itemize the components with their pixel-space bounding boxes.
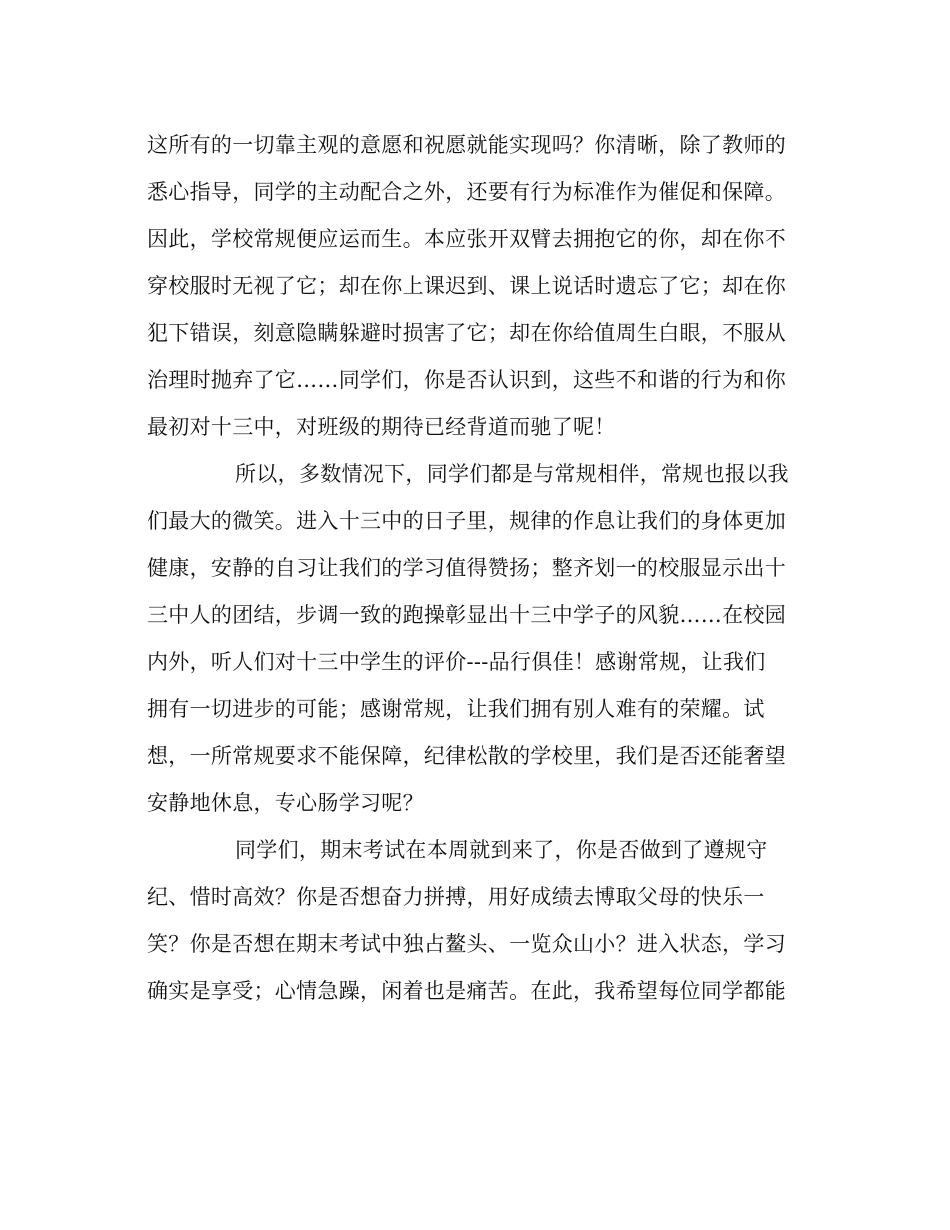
- paragraph-3: [147, 827, 807, 1015]
- text-line: 所以，多数情况下，同学们都是与常规相伴，常规也报以我: [235, 462, 789, 486]
- text-line: 因此，学校常规便应运而生。本应张开双臂去拥抱它的你，却在你不: [147, 227, 786, 251]
- text-line: 想，一所常规要求不能保障，纪律松散的学校里，我们是否还能奢望: [147, 744, 786, 768]
- text-line: 同学们，期末考试在本周就到来了，你是否做到了遵规守: [235, 838, 768, 862]
- text-line: 拥有一切进步的可能；感谢常规，让我们拥有别人难有的荣耀。试: [147, 697, 765, 721]
- text-line: 们最大的微笑。进入十三中的日子里，规律的作息让我们的身体更加: [147, 509, 786, 533]
- text-line: 这所有的一切靠主观的意愿和祝愿就能实现吗？你清晰，除了教师的: [147, 133, 786, 157]
- document-body: [147, 122, 807, 1015]
- text-line: 确实是享受；心情急躁，闲着也是痛苦。在此，我希望每位同学都能: [147, 979, 786, 1003]
- text-line: 犯下错误，刻意隐瞒躲避时损害了它；却在你给值周生白眼，不服从: [147, 321, 786, 345]
- text-line: 三中人的团结，步调一致的跑操彰显出十三中学子的风貌……在校园: [147, 603, 786, 627]
- paragraph-2: [147, 451, 807, 827]
- text-line: 健康，安静的自习让我们的学习值得赞扬；整齐划一的校服显示出十: [147, 556, 786, 580]
- text-line: 纪、惜时高效？你是否想奋力拼搏，用好成绩去博取父母的快乐一: [147, 885, 765, 909]
- paragraph-1: [147, 122, 807, 451]
- text-line: 治理时抛弃了它……同学们，你是否认识到，这些不和谐的行为和你: [147, 368, 786, 392]
- text-line: 笑？你是否想在期末考试中独占鳌头、一览众山小？进入状态，学习: [147, 932, 786, 956]
- text-line: 穿校服时无视了它；却在你上课迟到、课上说话时遗忘了它；却在你: [147, 274, 786, 298]
- text-line: 悉心指导，同学的主动配合之外，还要有行为标准作为催促和保障。: [147, 180, 786, 204]
- text-line: 内外，听人们对十三中学生的评价---品行俱佳！感谢常规，让我们: [147, 650, 766, 674]
- text-line: 安静地休息，专心肠学习呢？: [147, 791, 424, 815]
- text-line: 最初对十三中，对班级的期待已经背道而驰了呢！: [147, 415, 616, 439]
